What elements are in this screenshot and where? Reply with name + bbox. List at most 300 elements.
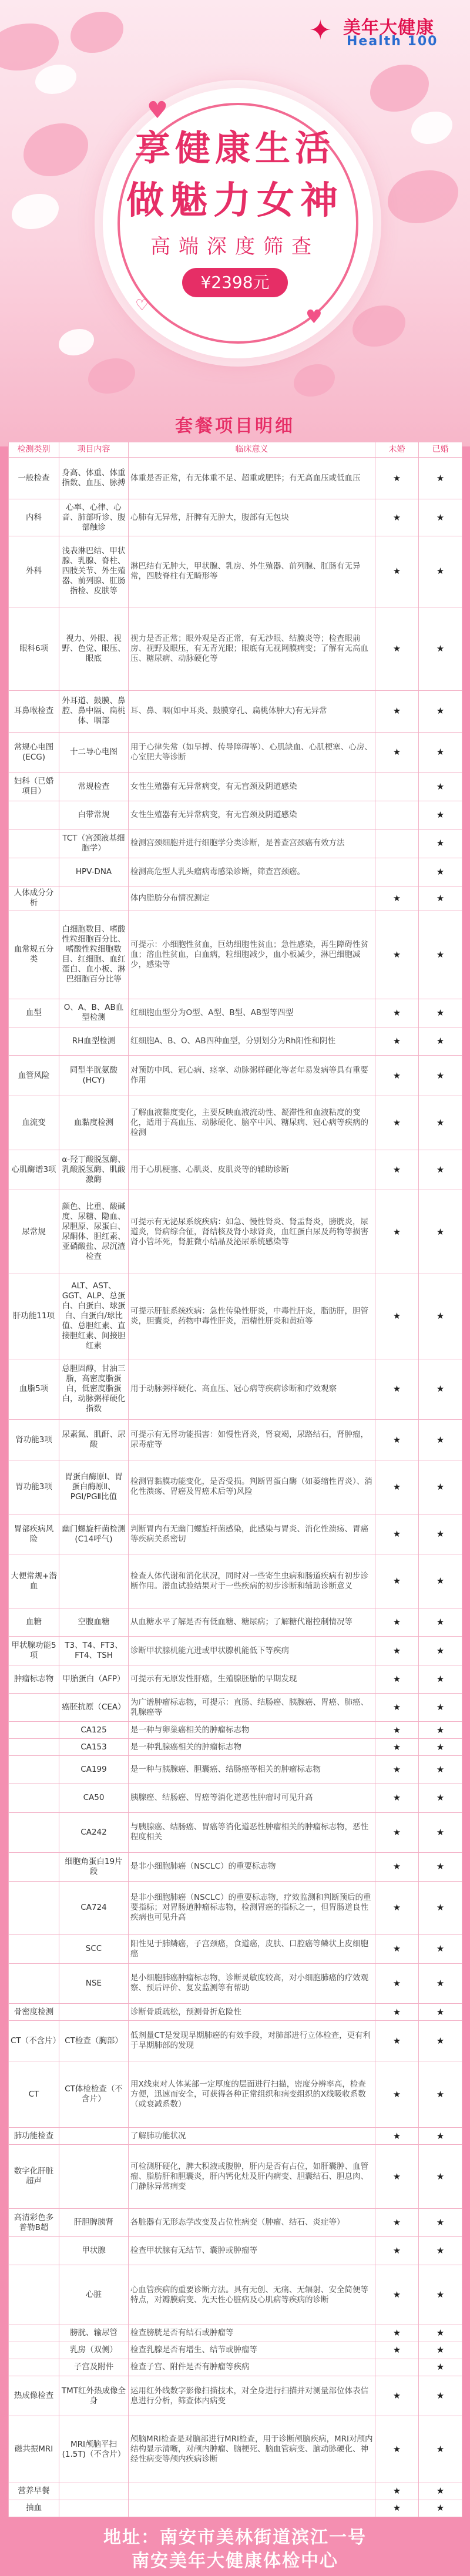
cell-meaning: 阳性见于肺鳞癌，子宫颈癌，食道癌，皮肤、口腔癌等鳞状上皮细胞癌	[129, 1935, 375, 1963]
cell-category	[9, 829, 59, 858]
cell-meaning: 视力是否正常；眼外观是否正常，有无沙眼、结膜炎等；检查眼前房、视野及眼压，有无青光眼；眼底有无视网膜病变；了解有无高血压、糖尿病、动脉硬化等	[129, 607, 375, 690]
cell-single-star: ★	[375, 1812, 419, 1853]
cell-single-star: ★	[375, 911, 419, 999]
cell-item: α-羟丁酸脱氢酶、乳酸脱氢酶、肌酸激酶	[59, 1150, 129, 1190]
cell-single-star: ★	[375, 1693, 419, 1721]
cell-item: CT体检检查（不含片）	[59, 2061, 129, 2128]
table-body	[9, 458, 462, 2517]
cell-category: 肺功能检查	[9, 2128, 59, 2145]
brand-logo	[309, 11, 456, 52]
table-row	[9, 1739, 462, 1756]
table-row	[9, 2021, 462, 2061]
cell-item: ALT、AST、GGT、ALP、总蛋白、白蛋白、球蛋白、白蛋白/球比值、总胆红素、直接胆红素、间接胆红素	[59, 1274, 129, 1359]
cell-married-star: ★	[419, 1420, 462, 1460]
table-row	[9, 1514, 462, 1554]
cell-item: SCC	[59, 1935, 129, 1963]
cell-category: 数字化肝脏超声	[9, 2145, 59, 2209]
cell-married-star: ★	[419, 1853, 462, 1881]
cell-married-star: ★	[419, 858, 462, 886]
package-table-container	[8, 442, 462, 2517]
cell-item	[59, 2004, 129, 2021]
table-row	[9, 2416, 462, 2483]
cell-single-star: ★	[375, 1739, 419, 1756]
cell-married-star: ★	[419, 1274, 462, 1359]
price-badge: ¥2398元	[182, 268, 288, 297]
cell-category: 胃功能3项	[9, 1460, 59, 1514]
cell-item: 尿素氮、肌酐、尿酸	[59, 1420, 129, 1460]
table-row	[9, 1274, 462, 1359]
cell-category: 肾功能3项	[9, 1420, 59, 1460]
cell-category: 眼科6项	[9, 607, 59, 690]
cell-category: 人体成分分析	[9, 886, 59, 911]
cell-category: CT（不含片）	[9, 2021, 59, 2061]
cell-single-star: ★	[375, 536, 419, 607]
cell-meaning: 红细胞A、B、O、AB四种血型，分别划分为Rh阳性和阴性	[129, 1027, 375, 1055]
cell-single-star: ★	[375, 2500, 419, 2517]
cell-single-star: ★	[375, 1608, 419, 1637]
cell-married-star: ★	[419, 607, 462, 690]
table-row	[9, 1554, 462, 1608]
cell-meaning: 可检测肝硬化，脾大积液或腹肿，肝内是否有占位，如肝囊肿、血管瘤、脂肪肝和胆囊炎，肝内钙化灶及肝内病变、胆囊结石、胆息肉、门静脉异常病变	[129, 2145, 375, 2209]
cell-category	[9, 801, 59, 829]
cell-category	[9, 1812, 59, 1853]
cell-category: 磁共振MRI	[9, 2416, 59, 2483]
cell-meaning: 可提示有无泌尿系统疾病：如急、慢性肾炎、肾盂肾炎，膀胱炎，尿道炎，肾病综合征，肾结核及肾小球肾炎，血红蛋白尿及药物等损害肾小管坏死，肾脏微小结晶及泌尿系统感染等	[129, 1190, 375, 1274]
header-item: 项目内容	[59, 442, 129, 458]
cell-category: 一般检查	[9, 458, 59, 499]
blossom-decoration	[88, 358, 135, 394]
cell-married-star: ★	[419, 1784, 462, 1812]
cell-single-star: ★	[375, 1150, 419, 1190]
cell-category	[9, 1853, 59, 1881]
table-row	[9, 1665, 462, 1693]
cell-single-star	[375, 801, 419, 829]
table-row	[9, 499, 462, 536]
table-row	[9, 1637, 462, 1665]
cell-category	[9, 2325, 59, 2342]
table-row	[9, 886, 462, 911]
table-row	[9, 1460, 462, 1514]
cell-single-star: ★	[375, 1784, 419, 1812]
cell-married-star: ★	[419, 999, 462, 1027]
table-row	[9, 999, 462, 1027]
cell-item: RH血型检测	[59, 1027, 129, 1055]
table-row	[9, 536, 462, 607]
cell-item: TMT红外热成像全身	[59, 2376, 129, 2416]
cell-category: 高清彩色多普勒B超	[9, 2208, 59, 2236]
blossom-decoration	[370, 65, 429, 112]
cell-meaning: 心血管疾病的重要诊断方法。具有无创、无痛、无辐射、安全简便等特点，对瓣膜病变、先天性心脏病及心肌病等疾病的诊断	[129, 2265, 375, 2325]
cell-item: 细胞角蛋白19片段	[59, 1853, 129, 1881]
cell-category: 尿常规	[9, 1190, 59, 1274]
cell-category	[9, 2237, 59, 2265]
cell-single-star: ★	[375, 733, 419, 773]
cell-item	[59, 886, 129, 911]
table-row	[9, 1608, 462, 1637]
cell-item: 甲胎蛋白（AFP）	[59, 1665, 129, 1693]
cell-item	[59, 1554, 129, 1608]
hero-subtitle: 高端深度筛查	[150, 235, 320, 258]
cell-item: 胃蛋白酶原Ⅰ、胃蛋白酶原Ⅱ、PGⅠ/PGⅡ比值	[59, 1460, 129, 1514]
cell-single-star: ★	[375, 499, 419, 536]
cell-item: T3、T4、FT3、FT4、TSH	[59, 1637, 129, 1665]
cell-single-star: ★	[375, 1665, 419, 1693]
blossom-decoration	[70, 12, 123, 53]
table-row	[9, 1027, 462, 1055]
brand-name-en: Health 100	[347, 34, 438, 49]
cell-item: 颜色、比重、酸碱度、尿糖、隐血、尿胆原、尿蛋白、尿酮体、胆红素、亚硝酸盐、尿沉渣检查	[59, 1190, 129, 1274]
cell-category: 心肌酶谱3项	[9, 1150, 59, 1190]
cell-meaning: 判断胃内有无幽门螺旋杆菌感染，此感染与胃炎、消化性溃疡、胃癌等疾病关系密切	[129, 1514, 375, 1554]
cell-item	[59, 2483, 129, 2500]
cell-meaning: 可提示肝脏系统疾病：急性传染性肝炎，中毒性肝炎，脂肪肝，胆管炎，胆囊炎，药物中毒性肝炎，酒精性肝炎和黄疸等	[129, 1274, 375, 1359]
cell-single-star: ★	[375, 2128, 419, 2145]
table-row	[9, 1693, 462, 1721]
cell-meaning: 可提示有无原发性肝癌，生殖腺胚胎的早期发现	[129, 1665, 375, 1693]
cell-single-star: ★	[375, 2416, 419, 2483]
cell-married-star: ★	[419, 536, 462, 607]
cell-married-star: ★	[419, 1027, 462, 1055]
cell-item	[59, 2145, 129, 2209]
heart-icon: ♡	[135, 297, 149, 314]
cell-category: 骨密度检测	[9, 2004, 59, 2021]
cell-single-star: ★	[375, 1554, 419, 1608]
cell-married-star: ★	[419, 1554, 462, 1608]
cell-single-star: ★	[375, 1756, 419, 1784]
table-row	[9, 2265, 462, 2325]
cell-meaning: 是一种与胰腺癌、胆囊癌、结肠癌等相关的肿瘤标志物	[129, 1756, 375, 1784]
cell-category: CT	[9, 2061, 59, 2128]
cell-item: 外耳道、鼓膜、鼻腔、鼻中隔、扁桃体、咽部	[59, 690, 129, 732]
cell-married-star: ★	[419, 2237, 462, 2265]
cell-married-star: ★	[419, 1739, 462, 1756]
cell-category: 血糖	[9, 1608, 59, 1637]
cell-meaning: 淋巴结有无肿大，甲状腺、乳房、外生殖器、前列腺、肛肠有无异常，四肢脊柱有无畸形等	[129, 536, 375, 607]
cell-single-star: ★	[375, 1420, 419, 1460]
cell-meaning: 红细胞血型分为O型、A型、B型、AB型等四型	[129, 999, 375, 1027]
cell-single-star: ★	[375, 2376, 419, 2416]
blossom-decoration	[294, 364, 335, 397]
cell-meaning: 体重是否正常，有无体重不足、超重或肥胖；有无高血压或低血压	[129, 458, 375, 499]
cell-single-star: ★	[375, 2021, 419, 2061]
cell-married-star: ★	[419, 1190, 462, 1274]
cell-item: 膀胱、输尿管	[59, 2325, 129, 2342]
cell-married-star: ★	[419, 1637, 462, 1665]
cell-meaning: 是非小细胞肺癌（NSCLC）的重要标志物，疗效监测和判断预后的重要指标；对胃肠道肿瘤标志物，检测胃癌的指标之一，但胃肠道良性疾病也可见升高	[129, 1881, 375, 1935]
cell-meaning: 是一种乳腺癌相关的肿瘤标志物	[129, 1739, 375, 1756]
cell-meaning: 检测宫颈细胞并进行细胞学分类诊断，是普查宫颈癌有效方法	[129, 829, 375, 858]
cell-category: 血常规五分类	[9, 911, 59, 999]
table-header-row	[9, 442, 462, 458]
blossom-decoration	[59, 329, 94, 355]
table-row	[9, 1359, 462, 1420]
heart-icon: ♥	[147, 97, 168, 124]
cell-item: 总胆固醇，甘油三脂，高密度脂蛋白，低密度脂蛋白，动脉粥样硬化指数	[59, 1359, 129, 1420]
cell-category: 内科	[9, 499, 59, 536]
table-row	[9, 2237, 462, 2265]
cell-meaning: 可提示：小细胞性贫血，巨幼细胞性贫血；急性感染，再生障碍性贫血；溶血性贫血，白血病，粒细胞减少，血小板减少，淋巴细胞减少，感染等	[129, 911, 375, 999]
cell-item: 白细胞数目、嗜酸性粒细胞百分比、嗜酸性粒细胞数目、红细胞、血红蛋白、血小板、淋巴细胞百分比等	[59, 911, 129, 999]
cell-married-star: ★	[419, 1056, 462, 1096]
table-row	[9, 1881, 462, 1935]
cell-single-star: ★	[375, 458, 419, 499]
cell-item	[59, 2128, 129, 2145]
cell-married-star: ★	[419, 733, 462, 773]
cell-meaning: 用于心肌梗塞、心肌炎、皮肌炎等的辅助诊断	[129, 1150, 375, 1190]
table-row	[9, 607, 462, 690]
cell-item: NSE	[59, 1963, 129, 2004]
blossom-decoration	[35, 65, 76, 94]
table-row	[9, 733, 462, 773]
cell-meaning: 对预防中风、冠心病、痉挛、动脉粥样硬化等老年易发病等具有重要作用	[129, 1056, 375, 1096]
cell-married-star: ★	[419, 1812, 462, 1853]
cell-category	[9, 1784, 59, 1812]
cell-married-star: ★	[419, 1722, 462, 1739]
cell-single-star	[375, 2359, 419, 2376]
cell-item: 同型半胱氨酸(HCY)	[59, 1056, 129, 1096]
cell-category	[9, 1881, 59, 1935]
cell-married-star: ★	[419, 2325, 462, 2342]
cell-meaning: 检测胃黏膜功能变化，是否受损。判断胃蛋白酶（如萎缩性胃炎）、消化性溃疡、胃癌及胃癌术后等)风险	[129, 1460, 375, 1514]
cell-category	[9, 2265, 59, 2325]
table-row	[9, 2004, 462, 2021]
table-row	[9, 1935, 462, 1963]
cell-item: 视力、外眼、视野、色觉、眼压、眼底	[59, 607, 129, 690]
cell-single-star: ★	[375, 690, 419, 732]
table-row	[9, 2500, 462, 2517]
cell-meaning	[129, 2500, 375, 2517]
table-row	[9, 2376, 462, 2416]
cell-category: 血管风险	[9, 1056, 59, 1096]
cell-item: CA724	[59, 1881, 129, 1935]
hero-title-line2: 做魅力女神	[126, 179, 344, 223]
cell-category	[9, 1963, 59, 2004]
cell-married-star: ★	[419, 2021, 462, 2061]
cell-category: 营养早餐	[9, 2483, 59, 2500]
cell-item: 心脏	[59, 2265, 129, 2325]
cell-item: 十二导心电图	[59, 733, 129, 773]
cell-meaning: 胰腺癌、结肠癌、胃癌等消化道恶性肿瘤时可见升高	[129, 1784, 375, 1812]
table-row	[9, 2359, 462, 2376]
cell-category: 热成像检查	[9, 2376, 59, 2416]
cell-item: CT检查（胸部）	[59, 2021, 129, 2061]
cell-single-star: ★	[375, 2208, 419, 2236]
cell-category	[9, 1027, 59, 1055]
table-row	[9, 690, 462, 732]
brand-name-cn: 美年大健康	[343, 18, 434, 38]
cell-meaning: 用于动脉粥样硬化、高血压、冠心病等疾病诊断和疗效观察	[129, 1359, 375, 1420]
table-row	[9, 2325, 462, 2342]
cell-category: 大便常规+潜血	[9, 1554, 59, 1608]
cell-married-star: ★	[419, 2061, 462, 2128]
cell-item: 子宫及附件	[59, 2359, 129, 2376]
cell-item: CA153	[59, 1739, 129, 1756]
cell-married-star: ★	[419, 1096, 462, 1150]
cell-category	[9, 1739, 59, 1756]
cell-meaning: 诊断骨质疏松，预测骨折危险性	[129, 2004, 375, 2021]
cell-single-star: ★	[375, 1274, 419, 1359]
hero-banner	[0, 0, 470, 446]
cell-married-star: ★	[419, 2500, 462, 2517]
cell-item: TCT（宫颈液基细胞学）	[59, 829, 129, 858]
table-row	[9, 1853, 462, 1881]
cell-single-star	[375, 829, 419, 858]
cell-single-star: ★	[375, 1096, 419, 1150]
cell-category: 妇科（已婚项目）	[9, 773, 59, 801]
cell-item: 甲状腺	[59, 2237, 129, 2265]
cell-meaning	[129, 2483, 375, 2500]
cell-meaning: 颅脑MRI检查是对脑部进行MRI检查，用于诊断颅脑疾病，MRI对颅内结构显示清晰，对颅内肿瘤、脑梗死、脑血管病变、脑动脉硬化、神经性病变等颅内疾病诊断	[129, 2416, 375, 2483]
cell-meaning: 为广谱肿瘤标志物，可提示：直肠、结肠癌、胰腺癌、胃癌、肺癌、乳腺癌等	[129, 1693, 375, 1721]
cell-meaning: 运用红外线数字影像扫描技术，对全身进行扫描并对测量部位体表信息进行分析，筛查体内病变	[129, 2376, 375, 2416]
cell-married-star: ★	[419, 829, 462, 858]
cell-meaning: 低剂量CT是发现早期肺癌的有效手段，对肺部进行立体检查，更有利于早期肺部的发现	[129, 2021, 375, 2061]
cell-single-star: ★	[375, 1027, 419, 1055]
cell-single-star: ★	[375, 2483, 419, 2500]
footer	[0, 2526, 470, 2573]
table-row	[9, 773, 462, 801]
cell-married-star: ★	[419, 801, 462, 829]
cell-item: O、A、B、AB血型检测	[59, 999, 129, 1027]
cell-single-star: ★	[375, 1359, 419, 1420]
cell-married-star: ★	[419, 911, 462, 999]
cell-single-star	[375, 773, 419, 801]
cell-category: 肝功能11项	[9, 1274, 59, 1359]
cell-meaning: 检查人体代谢和消化状况，同时对一些寄生虫病和肠道疾病有初步诊断作用。潜血试验结果对于一些疾病的初步诊断和辅助诊断意义	[129, 1554, 375, 1608]
table-row	[9, 2145, 462, 2209]
cell-category: 肿瘤标志物	[9, 1665, 59, 1693]
cell-married-star: ★	[419, 1881, 462, 1935]
cell-single-star: ★	[375, 2265, 419, 2325]
cell-item: 白带常规	[59, 801, 129, 829]
cell-meaning: 心肺有无异常，肝脾有无肿大，腹部有无包块	[129, 499, 375, 536]
table-row	[9, 2061, 462, 2128]
cell-single-star: ★	[375, 1935, 419, 1963]
cell-meaning: 女性生殖器有无异常病变，有无宫颈及阴道感染	[129, 801, 375, 829]
cell-single-star: ★	[375, 1460, 419, 1514]
cell-married-star: ★	[419, 1460, 462, 1514]
cell-category: 血流变	[9, 1096, 59, 1150]
cell-category: 耳鼻喉检查	[9, 690, 59, 732]
cell-category	[9, 1693, 59, 1721]
cell-meaning: 用X线束对人体某部一定厚度的层面进行扫描，密度分辨率高，检查方便，迅速而安全，可获得各种正常组织和病变组织的X线吸收系数（或衰减系数）	[129, 2061, 375, 2128]
cell-item: CA125	[59, 1722, 129, 1739]
cell-married-star: ★	[419, 458, 462, 499]
table-row	[9, 1150, 462, 1190]
cell-meaning: 了解血液黏度变化，主要反映血液流动性、凝滞性和血液粘度的变化，适用于高血压、动脉硬化、脑卒中风、糖尿病、冠心病等疾病的检测	[129, 1096, 375, 1150]
cell-item: 乳房（双侧）	[59, 2342, 129, 2359]
cell-category: 常规心电图(ECG)	[9, 733, 59, 773]
cell-married-star: ★	[419, 1665, 462, 1693]
cell-category: 甲状腺功能5项	[9, 1637, 59, 1665]
cell-item: 空腹血糖	[59, 1608, 129, 1637]
cell-married-star: ★	[419, 1963, 462, 2004]
cell-item: MRI颅脑平扫(1.5T)（不含片）	[59, 2416, 129, 2483]
cell-meaning: 是非小细胞肺癌（NSCLC）的重要标志物	[129, 1853, 375, 1881]
blossom-decoration	[0, 23, 59, 70]
cell-single-star: ★	[375, 2237, 419, 2265]
cell-meaning: 从血糖水平了解是否有低血糖、糖尿病；了解糖代谢控制情况等	[129, 1608, 375, 1637]
cell-married-star: ★	[419, 1756, 462, 1784]
table-row	[9, 1963, 462, 2004]
cell-married-star: ★	[419, 1150, 462, 1190]
cell-item: 身高、体重、体重指数、血压、脉搏	[59, 458, 129, 499]
cell-married-star: ★	[419, 2265, 462, 2325]
cell-married-star: ★	[419, 1514, 462, 1554]
table-row	[9, 911, 462, 999]
heart-icon: ♥	[306, 305, 323, 328]
table-row	[9, 1784, 462, 1812]
cell-married-star: ★	[419, 2208, 462, 2236]
cell-single-star: ★	[375, 607, 419, 690]
cell-category: 抽血	[9, 2500, 59, 2517]
cell-meaning: 女性生殖器有无异常病变，有无宫颈及阴道感染	[129, 773, 375, 801]
cell-meaning: 可提示有无肾功能损害：如慢性肾炎，肾衰竭，尿路结石，肾肿瘤，尿毒症等	[129, 1420, 375, 1460]
cell-category	[9, 2359, 59, 2376]
cell-item: 肝胆脾胰肾	[59, 2208, 129, 2236]
cell-category: 血脂5项	[9, 1359, 59, 1420]
cell-married-star: ★	[419, 2128, 462, 2145]
table-row	[9, 458, 462, 499]
header-category: 检测类别	[9, 442, 59, 458]
blossom-decoration	[352, 305, 405, 347]
cell-single-star: ★	[375, 2061, 419, 2128]
cell-married-star: ★	[419, 2342, 462, 2359]
cell-married-star: ★	[419, 2376, 462, 2416]
cell-item	[59, 2500, 129, 2517]
cell-item: CA199	[59, 1756, 129, 1784]
cell-single-star: ★	[375, 2145, 419, 2209]
cell-single-star: ★	[375, 886, 419, 911]
cell-married-star: ★	[419, 2145, 462, 2209]
cell-married-star: ★	[419, 1608, 462, 1637]
cell-meaning: 检查甲状腺有无结节、囊肿或肿瘤等	[129, 2237, 375, 2265]
cell-meaning: 检查乳腺是否有增生、结节或肿瘤等	[129, 2342, 375, 2359]
cell-single-star	[375, 858, 419, 886]
cell-meaning: 是一种与卵巢癌相关的肿瘤标志物	[129, 1722, 375, 1739]
table-row	[9, 1096, 462, 1150]
cell-married-star: ★	[419, 1693, 462, 1721]
cell-single-star: ★	[375, 999, 419, 1027]
cell-category	[9, 1935, 59, 1963]
cell-category	[9, 1722, 59, 1739]
cell-meaning: 检测高危型人乳头瘤病毒感染诊断，筛查宫颈癌。	[129, 858, 375, 886]
cell-single-star: ★	[375, 1514, 419, 1554]
table-row	[9, 1420, 462, 1460]
header-meaning: 临床意义	[129, 442, 375, 458]
cell-married-star: ★	[419, 1935, 462, 1963]
cell-married-star: ★	[419, 2483, 462, 2500]
cell-meaning: 耳、鼻、咽(如中耳炎、鼓膜穿孔、扁桃体肿大)有无异常	[129, 690, 375, 732]
cell-single-star: ★	[375, 1963, 419, 2004]
cell-category: 胃部疾病风险	[9, 1514, 59, 1554]
cell-single-star: ★	[375, 2342, 419, 2359]
cell-married-star: ★	[419, 886, 462, 911]
cell-single-star: ★	[375, 1056, 419, 1096]
cell-single-star: ★	[375, 1853, 419, 1881]
footer-address: 地址：南安市美林街道滨江一号	[103, 2527, 367, 2548]
cell-category: 外科	[9, 536, 59, 607]
cell-meaning: 是小细胞肺癌肿瘤标志物，诊断灵敏度较高，对小细胞肺癌的疗效观察、预后评价、复发监测等有帮助	[129, 1963, 375, 2004]
cell-meaning: 检查膀胱是否有结石或肿瘤等	[129, 2325, 375, 2342]
cell-item: 癌胚抗原（CEA）	[59, 1693, 129, 1721]
cell-single-star: ★	[375, 2004, 419, 2021]
cell-married-star: ★	[419, 2359, 462, 2376]
cell-category: 血型	[9, 999, 59, 1027]
footer-center-name: 南安美年大健康体检中心	[132, 2551, 338, 2571]
cell-married-star: ★	[419, 2004, 462, 2021]
table-row	[9, 1756, 462, 1784]
